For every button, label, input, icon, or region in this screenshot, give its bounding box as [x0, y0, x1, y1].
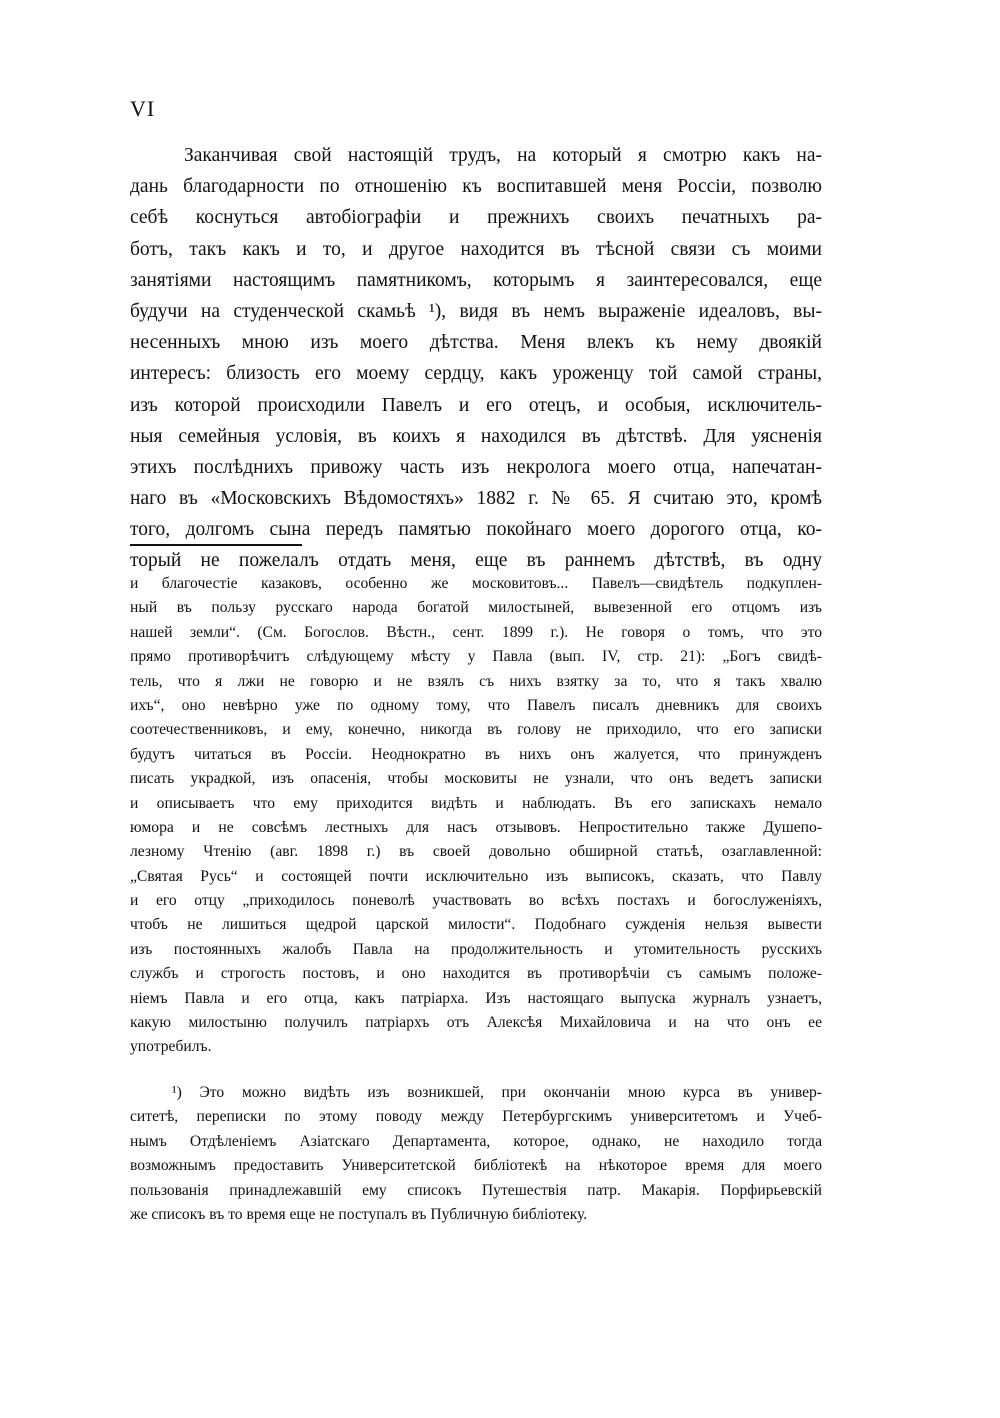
text-line: занятіями настоящимъ памятникомъ, которымъ я заинтересовался, еще [130, 269, 822, 291]
text-line: торый не пожелалъ отдать меня, еще въ раннемъ дѣтствѣ, въ одну [130, 550, 822, 572]
footnote-line: нымъ Отдѣленіемъ Азіатскаго Департамента, которое, однако, не находило тогда [130, 1132, 822, 1150]
footnote-line: писать украдкой, изъ опасенія, чтобы московиты не узнали, что онъ ведетъ записки [130, 770, 822, 788]
footnote-line: ихъ“, оно невѣрно уже по одному тому, что Павелъ писалъ дневникъ для своихъ [130, 696, 822, 714]
footnote-line: юмора и не совсѣмъ лестныхъ для насъ отзывовъ. Непростительно также Душепо- [130, 818, 822, 836]
text-line: этихъ послѣднихъ привожу часть изъ некролога моего отца, напечатан- [130, 456, 822, 478]
footnote-line: и описываетъ что ему приходится видѣть и наблюдать. Въ его запискахъ немало [130, 794, 822, 812]
text-line: изъ которой происходили Павелъ и его отецъ, и особыя, исключитель- [130, 394, 822, 416]
page-number: VI [130, 96, 156, 121]
footnote-marker: ¹) [172, 1084, 182, 1101]
text-line: ботъ, такъ какъ и то, и другое находится въ тѣсной связи съ моими [130, 238, 822, 260]
footnote-line: соотечественниковъ, и ему, конечно, никогда въ голову не приходило, что его записки [130, 721, 822, 739]
footnote-line: ситетѣ, переписки по этому поводу между Петербургскимъ университетомъ и Учеб- [130, 1108, 822, 1126]
footnote-line: изъ постоянныхъ жалобъ Павла на продолжительность и утомительность русскихъ [130, 940, 822, 958]
footnote-line: нашей земли“. (См. Богослов. Вѣстн., сент. 1899 г.). Не говоря о томъ, что это [130, 623, 822, 641]
text-line: ныя семейныя условія, въ коихъ я находился въ дѣтствѣ. Для уясненія [130, 425, 822, 447]
footnote-line: ный въ пользу русскаго народа богатой милостыней, вывезенной его отцомъ изъ [130, 599, 822, 617]
footnote-line: чтобъ не лишиться щедрой царской милости“. Подобнаго сужденія нельзя вывести [130, 916, 822, 934]
footnote-text: Это можно видѣть изъ возникшей, при окончаніи мною курса въ универ- [199, 1084, 822, 1101]
text-line: наго въ «Московскихъ Вѣдомостяхъ» 1882 г. № 65. Я считаю это, кромѣ [130, 488, 822, 510]
footnote-line: же списокъ въ то время еще не поступалъ въ Публичную библіотеку. [130, 1205, 588, 1223]
footnote-line: употребилъ. [130, 1038, 212, 1056]
footnote-separator [130, 544, 302, 546]
footnote-1 [130, 1081, 822, 1227]
footnote-line: прямо противорѣчитъ слѣдующему мѣсту у Павла (вып. IV, стр. 21): „Богъ свидѣ- [130, 648, 822, 666]
footnote-line: какую милостыню получилъ патріархъ отъ Алексѣя Михайловича и на что онъ ее [130, 1014, 822, 1032]
footnote-line: „Святая Русь“ и состоящей почти исключительно изъ выписокъ, сказать, что Павлу [130, 867, 822, 885]
footnote-line: возможнымъ предоставить Университетской библіотекѣ на нѣкоторое время для моего [130, 1157, 822, 1175]
footnote-line: тель, что я лжи не говорю и не взялъ съ нихъ взятку за то, что я такъ хвалю [130, 672, 822, 690]
text-line: дань благодарности по отношенію къ воспитавшей меня Россіи, позволю [130, 176, 822, 198]
footnote-line: службъ и строгость постовъ, и оно находится въ противорѣчіи съ самымъ положе- [130, 965, 822, 983]
footnote-line: и его отцу „приходилось поневолѣ участвовать во всѣхъ постахъ и богослуженіяхъ, [130, 892, 822, 910]
footnote-line [130, 1081, 822, 1105]
footnote-line: пользованія принадлежавшій ему списокъ Путешествія патр. Макарія. Порфирьевскій [130, 1181, 822, 1199]
footnote-line: будутъ читаться въ Россіи. Неоднократно въ нихъ онъ жалуется, что принужденъ [130, 745, 822, 763]
footnote-line: и благочестіе казаковъ, особенно же московитовъ... Павелъ—свидѣтель подкуплен- [130, 575, 822, 592]
footnote-continued [130, 572, 822, 1060]
text-line: несенныхъ мною изъ моего дѣтства. Меня влекъ къ нему двоякій [130, 332, 822, 354]
text-line: Заканчивая свой настоящій трудъ, на который я смотрю какъ на- [184, 145, 822, 166]
footnote-line: лезному Чтенію (авг. 1898 г.) въ своей довольно обширной статьѣ, озаглавленной: [130, 843, 822, 861]
text-line: будучи на студенческой скамьѣ ¹), видя въ немъ выраженіе идеаловъ, вы- [130, 300, 822, 322]
text-line: того, долгомъ сына передъ памятью покойнаго моего дорогого отца, ко- [130, 519, 822, 541]
text-line: себѣ коснуться автобіографіи и прежнихъ своихъ печатныхъ ра- [130, 207, 822, 229]
footnote-line: ніемъ Павла и его отца, какъ патріарха. Изъ настоящаго выпуска журналъ узнаетъ, [130, 989, 822, 1007]
main-text [130, 140, 822, 577]
text-line: интересъ: близость его моему сердцу, какъ уроженцу той самой страны, [130, 363, 822, 385]
